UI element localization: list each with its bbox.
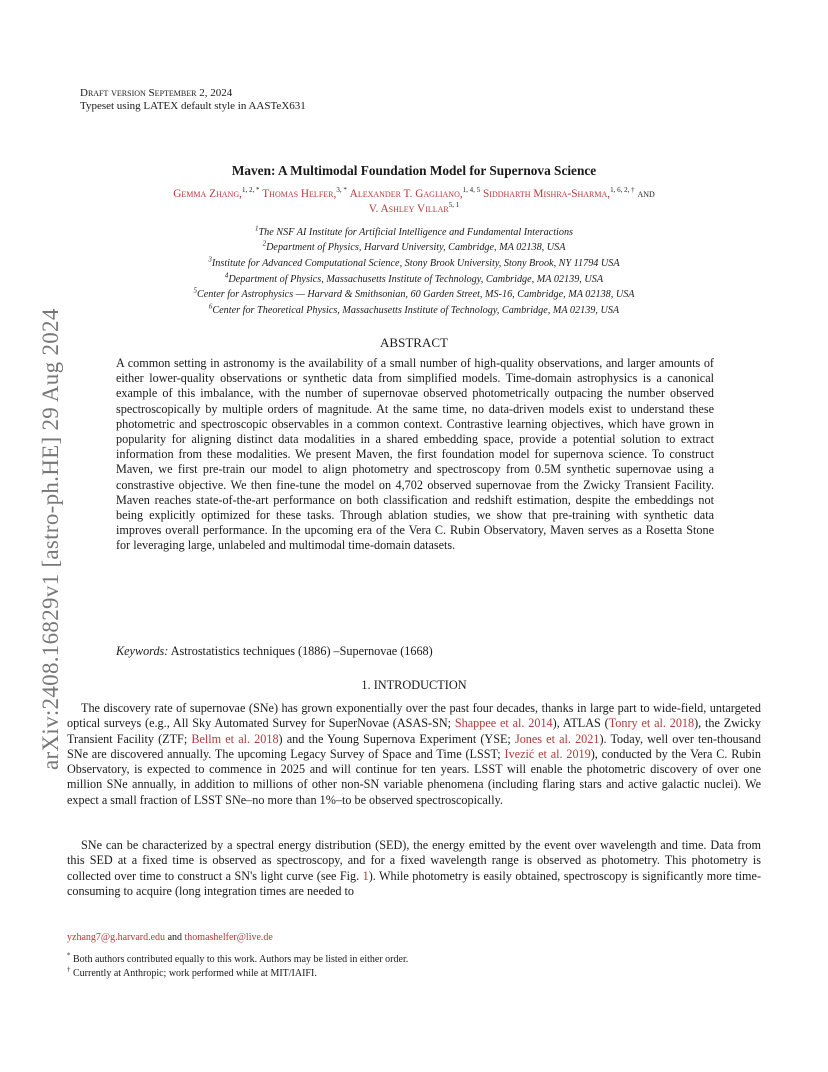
affiliation-text: Center for Theoretical Physics, Massachusetts Institute of Technology, Cambridge, MA 02139, USA — [212, 305, 620, 316]
author-affiliation-marks: 5, 1 — [448, 201, 460, 210]
affiliation-4 — [60, 271, 768, 285]
paragraph-text: ). While photometry is easily obtained, spectroscopy is significantly more time-consuming to acquire (long integration times are needed to — [67, 868, 762, 898]
paragraph-text: ), conducted by the Vera C. Rubin Observatory, is expected to commence in 2025 and will continue for ten years. LSST will enable the photometric discovery of over one million SNe annually, in addition to millions of other non-SN variable phenomena (including flaring stars and active galactic nuclei). We expect a small fraction of LSST SNe–no more than 1%–to be observed spectroscopically. — [67, 746, 762, 807]
affiliation-number: 4 — [224, 271, 229, 280]
section-heading-introduction: 1. INTRODUCTION — [361, 678, 467, 692]
paragraph-text: ), ATLAS ( — [552, 716, 609, 731]
author-name[interactable]: Siddharth Mishra-Sharma, — [483, 188, 611, 200]
draft-version-line: Draft version September 2, 2024 — [80, 87, 233, 99]
author-affiliation-marks: 1, 2, * — [241, 186, 260, 195]
affiliation-text: Institute for Advanced Computational Science, Stony Brook University, Stony Brook, NY 11794 USA — [211, 258, 620, 269]
keywords-line — [116, 644, 433, 659]
author-affiliation-marks: 1, 6, 2, † — [610, 186, 635, 195]
arxiv-identifier-stamp[interactable]: arXiv:2408.16829v1 [astro-ph.HE] 29 Aug 2024 — [38, 308, 63, 770]
abstract-heading: ABSTRACT — [380, 335, 448, 350]
affiliation-number: 2 — [262, 239, 267, 248]
affiliation-6 — [60, 302, 768, 316]
intro-paragraph-1 — [67, 701, 761, 808]
author-list-line-2 — [60, 203, 768, 215]
affiliation-number: 5 — [193, 286, 197, 295]
footnote-mark: * — [67, 951, 71, 960]
abstract-body: A common setting in astronomy is the availability of a small number of high-quality observations, and larger amounts of either lower-quality observations or synthetic data from simplified models. Time-domain astrophysics is a canonical example of this imbalance, with the number of supernovae observed photometrically outpacing the number observed spectroscopically by multiple orders of magnitude. At the same time, no data-driven models exist to understand these photometric and spectroscopic observables in a common context. Contrastive learning objectives, which have grown in popularity for aligning distinct data modalities in a shared embedding space, provide a potential solution to extract information from these modalities. We present Maven, the first foundation model for supernova science. To construct Maven, we first pre-train our model to align photometry and spectroscopy from 0.5M synthetic supernovae using a constrastive objective. We then fine-tune the model on 4,702 observed supernovae from the Zwicky Transient Facility. Maven reaches state-of-the-art performance on both classification and redshift estimation, despite the embeddings not being explicitly optimized for these tasks. Through ablation studies, we show that pre-training with synthetic data improves overall performance. In the upcoming era of the Vera C. Rubin Observatory, Maven serves as a Rosetta Stone for leveraging large, unlabeled and multimodal time-domain datasets. — [116, 356, 714, 553]
footnote-mark: † — [67, 965, 71, 974]
keywords-label: Keywords: — [116, 644, 169, 658]
author-name[interactable]: Thomas Helfer, — [262, 188, 337, 200]
and-word: and — [167, 932, 183, 943]
and-word: and — [637, 188, 655, 200]
author-name[interactable]: Gemma Zhang, — [173, 188, 242, 200]
paragraph-text: SNe can be characterized by a spectral energy distribution (SED), the energy emitted by the event over wavelength and time. Data from this SED at a fixed time is observed as spectroscopy, and for a fixed wavelength range is observed as photometry. This photometry is collected over time to construct a SN's light curve (see Fig. — [67, 838, 761, 883]
author-name[interactable]: Alexander T. Gagliano, — [349, 188, 463, 200]
contact-emails — [67, 932, 273, 943]
typeset-line: Typeset using LATEX default style in AASTeX631 — [80, 100, 306, 112]
affiliation-number: 3 — [208, 255, 212, 264]
author-name[interactable]: V. Ashley Villar — [368, 203, 449, 215]
author-affiliation-marks: 3, * — [336, 186, 347, 195]
paragraph-text: ) and the Young Supernova Experiment (YSE; — [278, 731, 515, 746]
citation-link[interactable]: Ivezić et al. 2019 — [504, 746, 591, 761]
keywords-text: Astrostatistics techniques (1886) –Supernovae (1668) — [170, 644, 433, 658]
author-list-line-1 — [60, 188, 768, 200]
citation-link[interactable]: 1 — [362, 868, 369, 883]
footnote-text: Both authors contributed equally to this work. Authors may be listed in either order. — [73, 954, 409, 965]
affiliation-text: Center for Astrophysics — Harvard & Smithsonian, 60 Garden Street, MS-16, Cambridge, MA 02138, USA — [196, 289, 635, 300]
footnote-affiliation-note — [67, 965, 317, 979]
citation-link[interactable]: Bellm et al. 2018 — [191, 731, 279, 746]
affiliation-text: The NSF AI Institute for Artificial Intelligence and Fundamental Interactions — [258, 227, 574, 238]
affiliation-5 — [60, 286, 768, 300]
paragraph-text: ), the Zwicky Transient Facility (ZTF; — [67, 716, 761, 746]
paragraph-text: ). Today, well over ten-thousand SNe are discovered annually. The upcoming Legacy Survey of Space and Time (LSST; — [67, 731, 761, 761]
affiliation-1 — [60, 224, 768, 238]
citation-link[interactable]: Shappee et al. 2014 — [454, 716, 553, 731]
author-affiliation-marks: 1, 4, 5 — [462, 186, 481, 195]
intro-paragraph-2 — [67, 838, 761, 899]
email-link[interactable]: thomashelfer@live.de — [184, 932, 273, 943]
affiliation-2 — [60, 239, 768, 253]
affiliation-text: Department of Physics, Massachusetts Institute of Technology, Cambridge, MA 02139, USA — [228, 274, 604, 285]
paragraph-text: The discovery rate of supernovae (SNe) has grown exponentially over the past four decades, thanks in large part to wide-field, untargeted optical surveys (e.g., All Sky Automated Survey for SuperNovae (ASAS-SN; — [67, 701, 761, 731]
citation-link[interactable]: Jones et al. 2021 — [514, 731, 600, 746]
affiliation-3 — [60, 255, 768, 269]
citation-link[interactable]: Tonry et al. 2018 — [608, 716, 695, 731]
paper-title: Maven: A Multimodal Foundation Model for Supernova Science — [231, 163, 597, 178]
affiliation-number: 6 — [208, 302, 213, 311]
footnote-equal-contribution — [67, 951, 409, 965]
affiliation-text: Department of Physics, Harvard University, Cambridge, MA 02138, USA — [266, 242, 566, 253]
affiliation-number: 1 — [254, 224, 259, 233]
footnote-text: Currently at Anthropic; work performed while at MIT/IAIFI. — [73, 968, 317, 979]
email-link[interactable]: yzhang7@g.harvard.edu — [67, 932, 166, 943]
